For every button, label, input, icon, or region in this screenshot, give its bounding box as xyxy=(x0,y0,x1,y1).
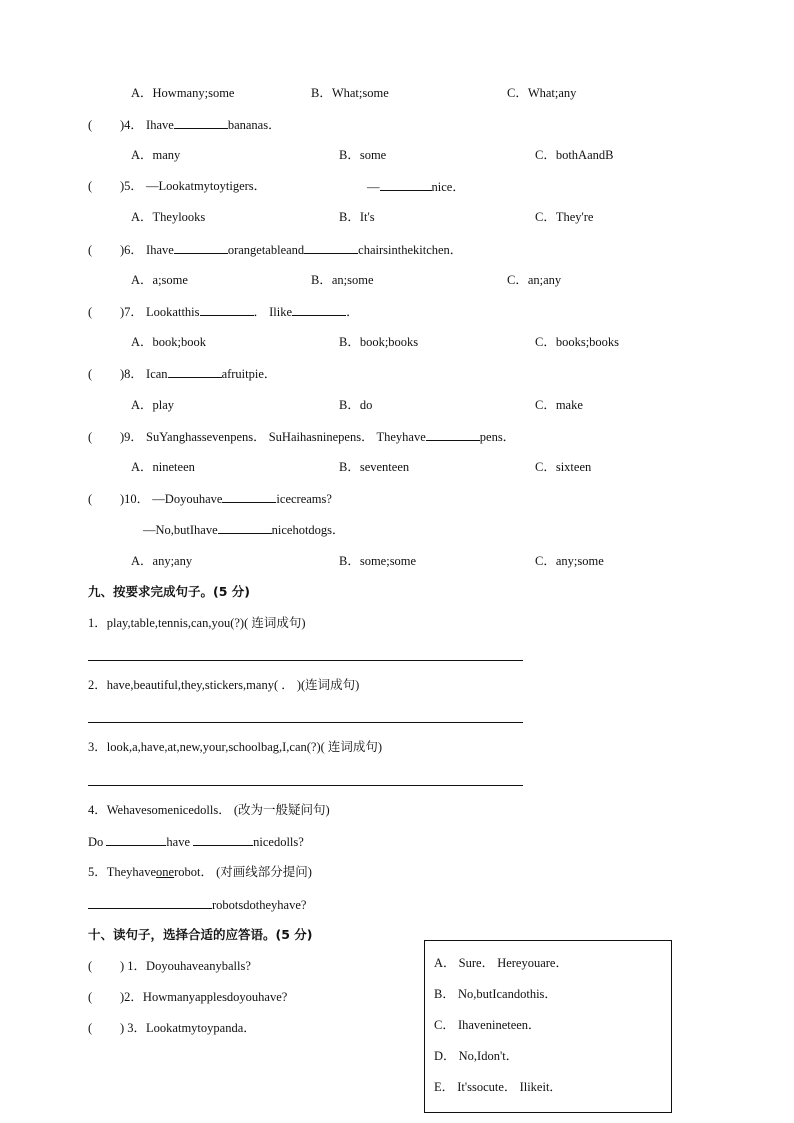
answer-text-end: nicedolls? xyxy=(253,835,304,849)
reply-text-end: nicehotdogs． xyxy=(271,523,345,537)
question-6 xyxy=(88,241,462,258)
question-text: —Lookatmytoytigers． xyxy=(146,179,267,193)
s9-answer-line-3[interactable] xyxy=(88,785,523,786)
question-number: )2． xyxy=(120,990,143,1004)
answer-paren[interactable]: ( xyxy=(88,1021,93,1035)
question-7 xyxy=(88,303,359,320)
fill-blank[interactable] xyxy=(200,303,254,316)
question-number: )8． xyxy=(120,367,143,381)
choice-d: D． No,Idon't． xyxy=(434,1049,519,1063)
s9-item-4-answer xyxy=(88,833,304,850)
question-text-end: afruitpie． xyxy=(221,367,277,381)
question-text: Doyouhaveanyballs? xyxy=(146,959,251,973)
question-number: )4． xyxy=(120,118,143,132)
fill-blank[interactable] xyxy=(193,833,253,846)
question-number: ) 3． xyxy=(120,1021,147,1035)
fill-blank[interactable] xyxy=(174,116,228,129)
question-text-end: ． xyxy=(346,305,359,319)
answer-paren[interactable]: ( xyxy=(88,430,93,444)
item-text: 5．Theyhave xyxy=(88,865,157,879)
answer-paren[interactable]: ( xyxy=(88,959,93,973)
section-10-heading: 十、读句子，选择合适的应答语。(5 分) xyxy=(88,927,313,942)
fill-blank[interactable] xyxy=(218,521,272,534)
question-text-end: icecreams? xyxy=(276,492,332,506)
question-4 xyxy=(88,116,281,133)
question-5-reply xyxy=(367,178,465,195)
q3-option-a: A．Howmany;some xyxy=(131,86,235,100)
s9-answer-line-2[interactable] xyxy=(88,722,523,723)
answer-paren[interactable]: ( xyxy=(88,367,93,381)
fill-blank[interactable] xyxy=(380,178,432,191)
q3-option-c: C．What;any xyxy=(507,86,577,100)
item-text-end: robot． (对画线部分提问) xyxy=(174,865,312,879)
s9-item-1: 1．play,table,tennis,can,you(?)( 连词成句) xyxy=(88,616,306,630)
underlined-word: one xyxy=(156,865,175,879)
s9-item-3: 3．look,a,have,at,new,your,schoolbag,I,can(?)( 连词成句) xyxy=(88,740,383,754)
s9-answer-line-1[interactable] xyxy=(88,660,523,661)
reply-dash: — xyxy=(367,180,380,194)
q10-option-a: A．any;any xyxy=(131,554,193,568)
choice-c: C． Ihavenineteen． xyxy=(434,1018,541,1032)
s9-item-5 xyxy=(88,864,312,880)
s9-item-2: 2．have,beautiful,they,stickers,many( ． )(连词成句) xyxy=(88,678,360,692)
question-text: SuYanghassevenpens． SuHaihasninepens． Theyhave xyxy=(146,430,426,444)
question-text: Lookatmytoypanda． xyxy=(146,1021,256,1035)
question-text: Ican xyxy=(146,367,168,381)
s10-question-1 xyxy=(88,958,251,974)
question-text-end: bananas． xyxy=(227,118,281,132)
q8-option-a: A．play xyxy=(131,398,175,412)
q3-option-b: B．What;some xyxy=(311,86,389,100)
reply-text: nice． xyxy=(431,180,465,194)
fill-blank[interactable] xyxy=(106,833,166,846)
choice-b: B． No,butIcandothis． xyxy=(434,987,557,1001)
answer-text-end: robotsdotheyhave? xyxy=(212,898,307,912)
q9-option-a: A．nineteen xyxy=(131,460,195,474)
q8-option-c: C．make xyxy=(535,398,583,412)
question-number: )10． xyxy=(120,492,150,506)
question-10-reply xyxy=(143,521,345,538)
answer-text: Do xyxy=(88,835,104,849)
question-text: Ihave xyxy=(146,243,174,257)
q4-option-c: C．bothAandB xyxy=(535,148,614,162)
answer-paren[interactable]: ( xyxy=(88,179,93,193)
choice-e: E． It'ssocute． Ilikeit． xyxy=(434,1080,562,1094)
choice-a: A． Sure． Hereyouare． xyxy=(434,956,568,970)
fill-blank[interactable] xyxy=(88,896,212,909)
s9-item-4: 4．Wehavesomenicedolls． (改为一般疑问句) xyxy=(88,803,330,817)
fill-blank[interactable] xyxy=(174,241,228,254)
q10-option-b: B．some;some xyxy=(339,554,417,568)
question-text: —Doyouhave xyxy=(152,492,223,506)
q7-option-c: C．books;books xyxy=(535,335,620,349)
question-9 xyxy=(88,428,515,445)
q8-option-b: B．do xyxy=(339,398,373,412)
question-text: Lookatthis xyxy=(146,305,200,319)
q9-option-b: B．seventeen xyxy=(339,460,410,474)
question-text: Ihave xyxy=(146,118,174,132)
fill-blank[interactable] xyxy=(168,365,222,378)
q5-option-c: C．They're xyxy=(535,210,594,224)
q7-option-b: B．book;books xyxy=(339,335,419,349)
question-text-mid: orangetableand xyxy=(227,243,305,257)
q7-option-a: A．book;book xyxy=(131,335,207,349)
q6-option-a: A．a;some xyxy=(131,273,188,287)
answer-paren[interactable]: ( xyxy=(88,243,93,257)
q6-option-b: B．an;some xyxy=(311,273,374,287)
section-9-heading: 九、按要求完成句子。(5 分) xyxy=(88,584,250,599)
q5-option-a: A．Theylooks xyxy=(131,210,206,224)
question-number: )6． xyxy=(120,243,143,257)
reply-text: —No,butIhave xyxy=(143,523,218,537)
s9-item-5-answer xyxy=(88,896,306,913)
answer-paren[interactable]: ( xyxy=(88,305,93,319)
question-number: )7． xyxy=(120,305,143,319)
fill-blank[interactable] xyxy=(222,490,276,503)
fill-blank[interactable] xyxy=(304,241,358,254)
question-number: )5． xyxy=(120,179,143,193)
s10-question-2 xyxy=(88,989,287,1005)
answer-paren[interactable]: ( xyxy=(88,990,93,1004)
q5-option-b: B．It's xyxy=(339,210,375,224)
question-text-mid: ． Ilike xyxy=(253,305,293,319)
question-8 xyxy=(88,365,276,382)
question-10 xyxy=(88,490,332,507)
s10-question-3 xyxy=(88,1020,256,1036)
answer-paren[interactable]: ( xyxy=(88,492,93,506)
question-text-end: chairsinthekitchen． xyxy=(358,243,463,257)
question-text: Howmanyapplesdoyouhave? xyxy=(142,990,288,1004)
question-number: )9． xyxy=(120,430,143,444)
question-5 xyxy=(88,178,266,194)
answer-text-mid: have xyxy=(166,835,191,849)
fill-blank[interactable] xyxy=(292,303,346,316)
answer-paren[interactable]: ( xyxy=(88,118,93,132)
fill-blank[interactable] xyxy=(426,428,480,441)
question-number: ) 1． xyxy=(120,959,147,973)
question-text-end: pens． xyxy=(479,430,516,444)
q9-option-c: C．sixteen xyxy=(535,460,592,474)
q4-option-a: A．many xyxy=(131,148,181,162)
q4-option-b: B．some xyxy=(339,148,387,162)
q10-option-c: C．any;some xyxy=(535,554,604,568)
q6-option-c: C．an;any xyxy=(507,273,562,287)
